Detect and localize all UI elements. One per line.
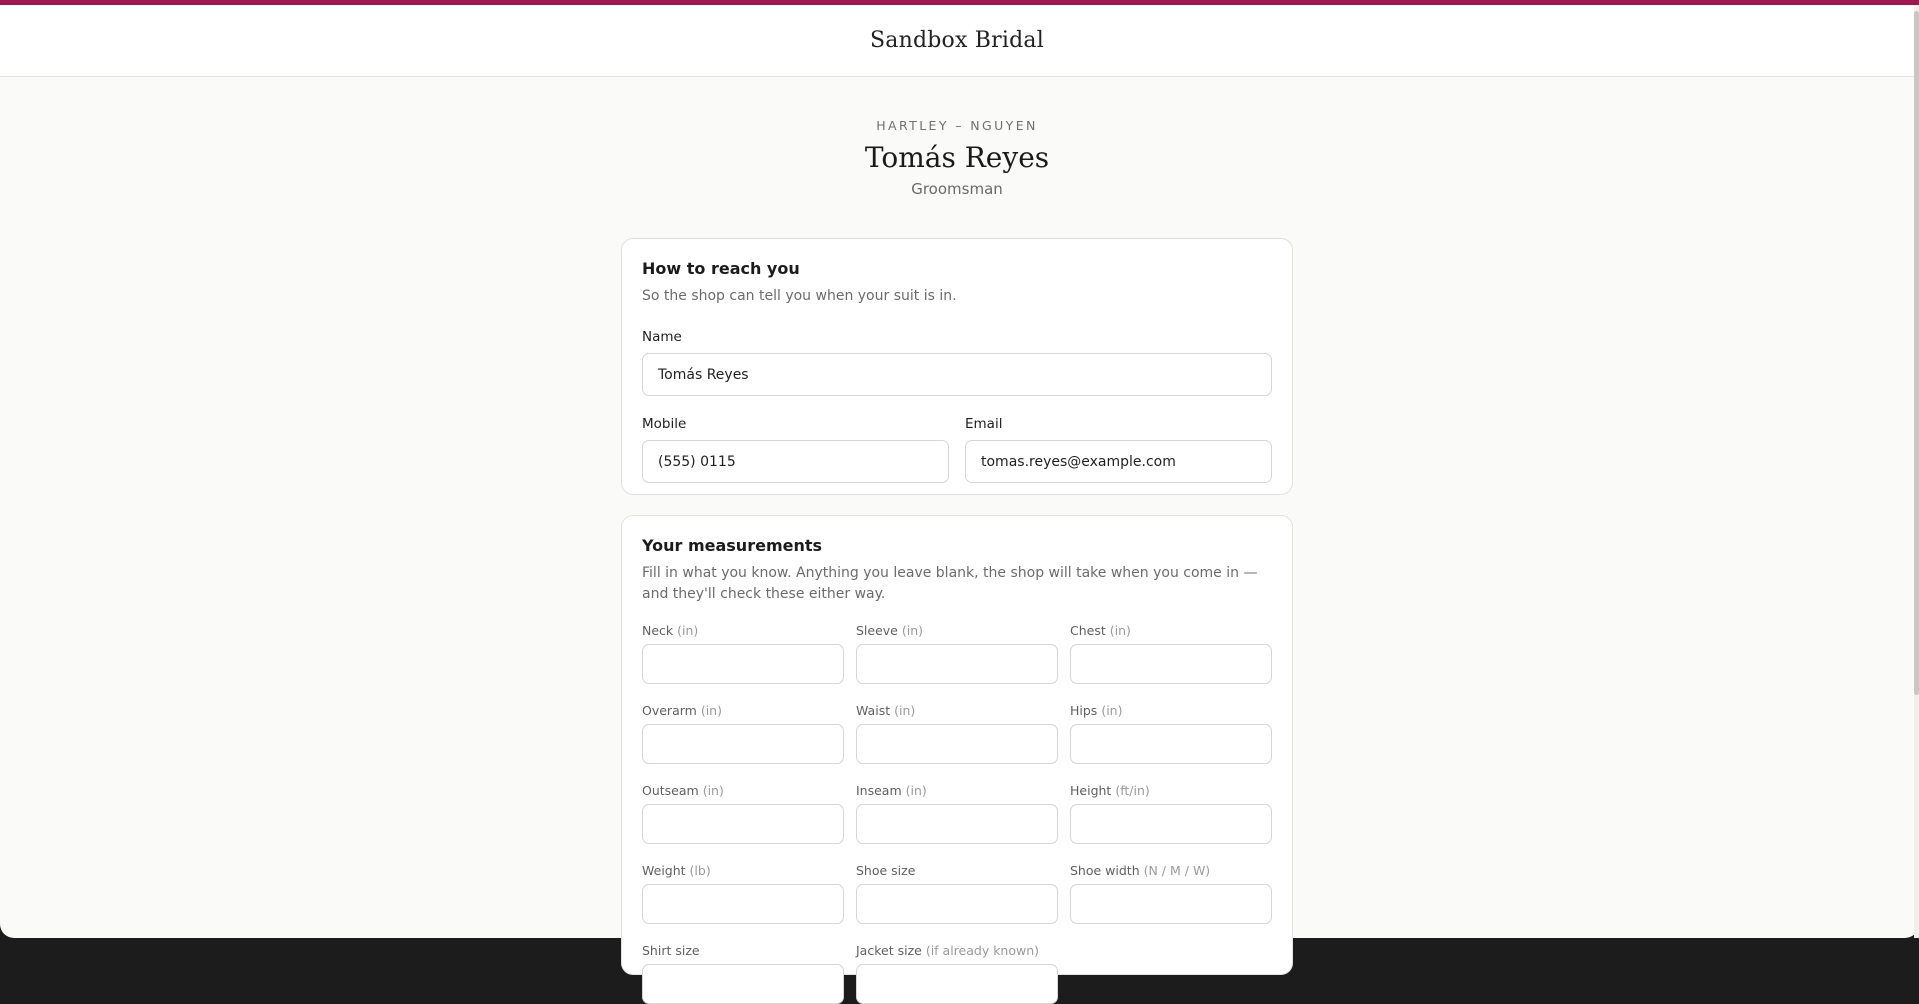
- contact-card-title: How to reach you: [642, 259, 800, 278]
- measurement-label: Overarm (in): [642, 703, 722, 718]
- measurement-label: Hips (in): [1070, 703, 1123, 718]
- email-group: [965, 416, 1272, 483]
- measurement-hips: [1070, 703, 1272, 764]
- hero: [0, 118, 1914, 198]
- measurements-grid: [642, 623, 1272, 1004]
- inseam-field[interactable]: [856, 804, 1058, 844]
- measurement-neck: [642, 623, 844, 684]
- page-title: Tomás Reyes: [864, 141, 1050, 174]
- couple-names: HARTLEY – NGUYEN: [876, 118, 1038, 133]
- page-scrollbar[interactable]: [1914, 5, 1919, 938]
- measurement-label: Sleeve (in): [856, 623, 924, 638]
- measurement-label: Height (ft/in): [1070, 783, 1150, 798]
- measurement-height: [1070, 783, 1272, 844]
- measurement-label: Neck (in): [642, 623, 699, 638]
- measurement-label: Shoe width (N / M / W): [1070, 863, 1211, 878]
- measurement-label: Waist (in): [856, 703, 916, 718]
- measurements-card-title: Your measurements: [642, 536, 823, 555]
- name-label: Name: [642, 329, 682, 345]
- measurement-sleeve: [856, 623, 1058, 684]
- contact-card: [621, 238, 1293, 495]
- measurement-shoe-width: [1070, 863, 1272, 924]
- brand-logo[interactable]: Sandbox Bridal: [870, 28, 1044, 53]
- contact-card-subtitle: So the shop can tell you when your suit is in.: [642, 288, 957, 304]
- name-field[interactable]: [642, 353, 1272, 396]
- shoe-width-field[interactable]: [1070, 884, 1272, 924]
- measurement-inseam: [856, 783, 1058, 844]
- waist-field[interactable]: [856, 724, 1058, 764]
- name-row: [642, 329, 1272, 396]
- site-header: [0, 5, 1914, 77]
- measurements-card: [621, 515, 1293, 975]
- measurement-waist: [856, 703, 1058, 764]
- shirt-size-field[interactable]: [642, 964, 844, 1004]
- measurement-shirt-size: [642, 943, 844, 1004]
- measurement-label: Jacket size (if already known): [856, 943, 1040, 958]
- measurement-label: Weight (lb): [642, 863, 711, 878]
- measurement-label: Shirt size: [642, 943, 700, 958]
- measurement-shoe-size: [856, 863, 1058, 924]
- measurements-card-subtitle: Fill in what you know. Anything you leave blank, the shop will take when you come in — and they'll check these either way.: [642, 565, 1258, 602]
- neck-field[interactable]: [642, 644, 844, 684]
- shoe-size-field[interactable]: [856, 884, 1058, 924]
- email-label: Email: [965, 416, 1003, 432]
- role-label: Groomsman: [911, 180, 1003, 198]
- height-field[interactable]: [1070, 804, 1272, 844]
- jacket-size-field[interactable]: [856, 964, 1058, 1004]
- measurement-label: Outseam (in): [642, 783, 724, 798]
- sleeve-field[interactable]: [856, 644, 1058, 684]
- mobile-field[interactable]: [642, 440, 949, 483]
- outseam-field[interactable]: [642, 804, 844, 844]
- measurement-label: Chest (in): [1070, 623, 1131, 638]
- weight-field[interactable]: [642, 884, 844, 924]
- measurement-label: Shoe size: [856, 863, 916, 878]
- mobile-label: Mobile: [642, 416, 687, 432]
- email-field[interactable]: [965, 440, 1272, 483]
- measurement-outseam: [642, 783, 844, 844]
- contact-row: [642, 416, 1272, 483]
- measurement-weight: [642, 863, 844, 924]
- measurement-label: Inseam (in): [856, 783, 927, 798]
- measurement-overarm: [642, 703, 844, 764]
- overarm-field[interactable]: [642, 724, 844, 764]
- measurement-chest: [1070, 623, 1272, 684]
- scrollbar-thumb[interactable]: [1914, 11, 1919, 695]
- chest-field[interactable]: [1070, 644, 1272, 684]
- measurement-jacket-size: [856, 943, 1058, 1004]
- mobile-group: [642, 416, 949, 483]
- hips-field[interactable]: [1070, 724, 1272, 764]
